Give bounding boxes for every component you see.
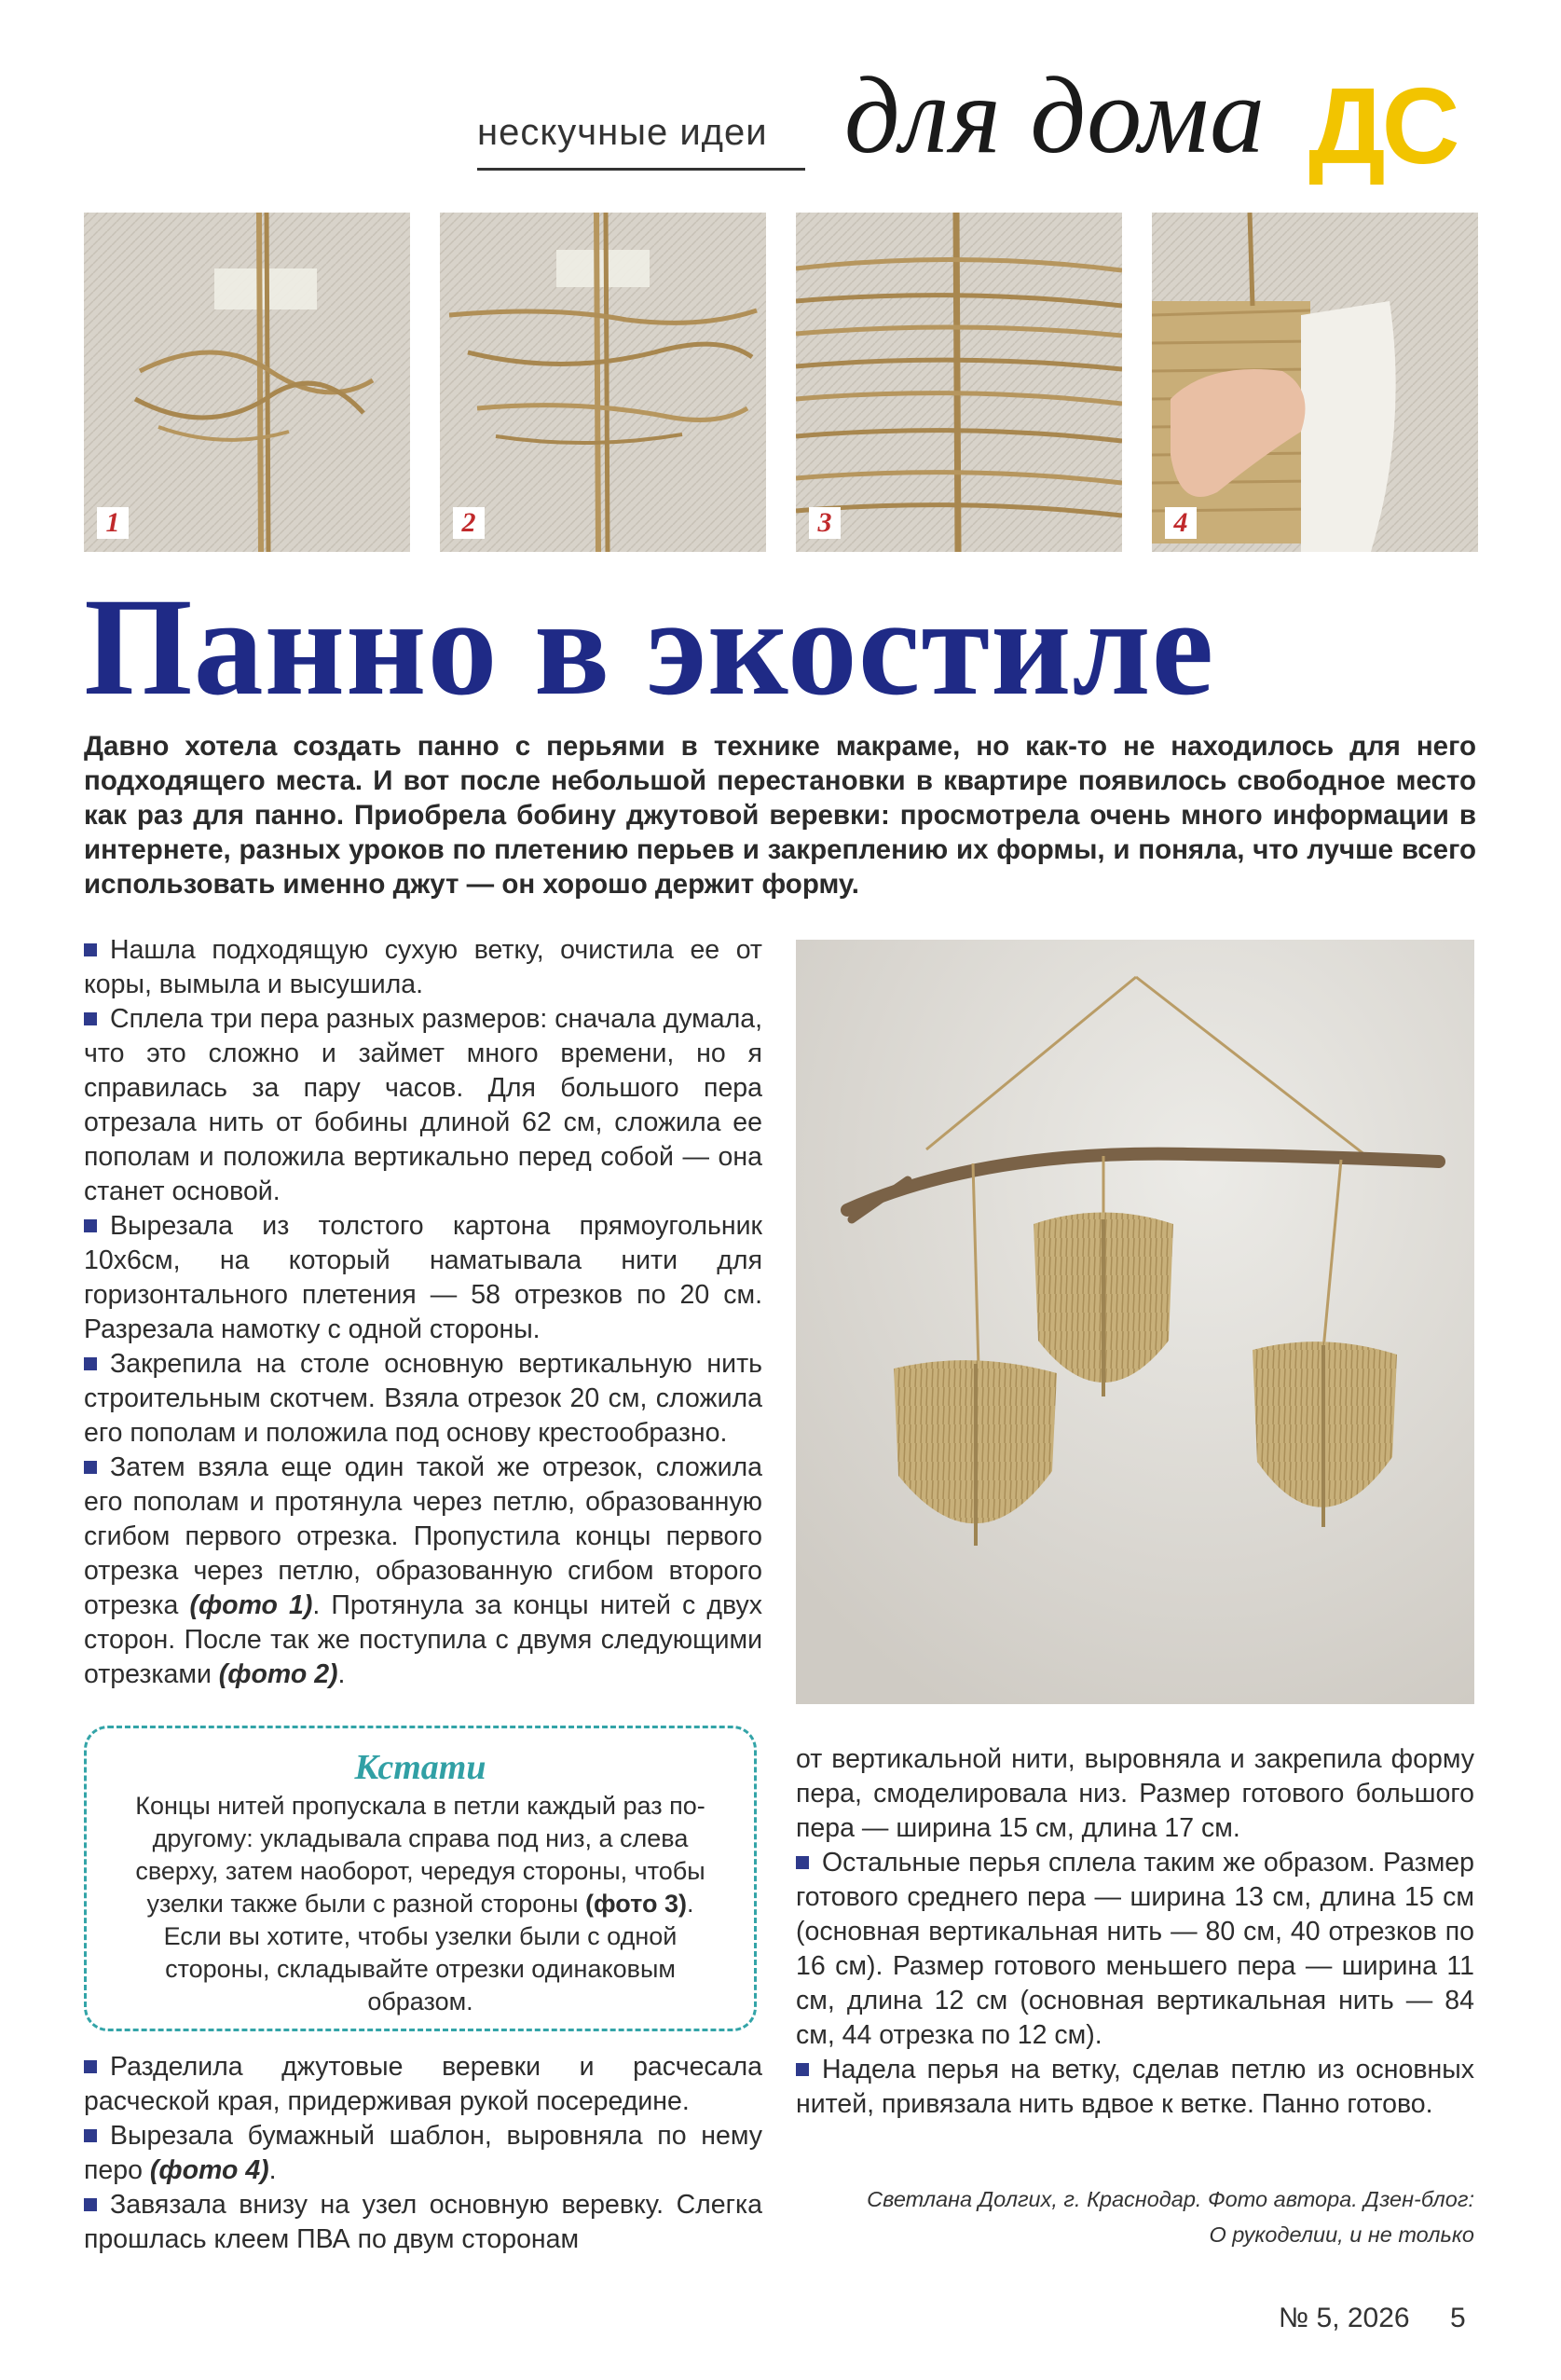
text-column-right <box>796 1742 1474 2122</box>
photo-number: 1 <box>97 507 129 539</box>
step-photo-4 <box>1152 213 1478 552</box>
photo-reference: (фото 3) <box>585 1890 687 1918</box>
step-photo-2 <box>440 213 766 552</box>
article-lead: Давно хотела создать панно с перьями в технике макраме, но как-то не находилось для него подходящего места. И вот после небольшой перестановки в квартире появилось свободное место как раз для панно. Приобрела бобину джутовой веревки: просмотрела очень много информации в интернете, разных уроков по плетению перьев и закреплению их формы, и поняла, что лучше всего использовать именно джут — он хорошо держит форму. <box>84 731 1476 900</box>
step-text: . Протянула за концы нитей с двух сторон. После так же поступила с двумя следующими отрезками <box>84 1590 762 1689</box>
section-title: для дома <box>844 54 1266 176</box>
step-text: Закрепила на столе основную вертикальную нить строительным скотчем. Взяла отрезок 20 см, сложила его пополам и положила под основу крестообразно. <box>84 1349 762 1448</box>
sidebar-box <box>84 1726 757 2031</box>
macrame-step-photo-icon <box>796 213 1122 552</box>
step-text: Затем взяла еще один такой же отрезок, сложила его пополам и протянула через петлю, образованную сгибом первого отрезка. Пропустила концы первого отрезка через петлю, образованную сгибом второго отрезка <box>84 1452 762 1620</box>
sidebar-text-part: . Если вы хотите, чтобы узелки были с одной стороны, складывайте отрезки одинаковым образом. <box>163 1890 694 2015</box>
macrame-wall-hanging-icon <box>796 940 1474 1704</box>
bullet-square-icon <box>84 1357 97 1370</box>
step-text: Вырезала из толстого картона прямоугольник 10х6см, на который наматывала нити для горизонтального плетения — 58 отрезков по 20 см. Разрезала намотку с одной стороны. <box>84 1211 762 1344</box>
step-paragraph <box>84 933 762 1002</box>
macrame-step-photo-icon <box>1152 213 1478 552</box>
step-text: Остальные перья сплела таким же образом. Размер готового среднего пера — ширина 13 см, длина 15 см (основная вертикальная нить — 80 см, 40 отрезков по 16 см). Размер готового меньшего пера — ширина 11 см, длина 12 см (основная вертикальная нить — 84 см, 44 отрезка по 12 см). <box>796 1848 1474 2050</box>
step-paragraph <box>796 1742 1474 1846</box>
magazine-logo: ДС <box>1308 65 1457 186</box>
step-text: Нашла подходящую сухую ветку, очистила ее от коры, вымыла и высушила. <box>84 935 762 999</box>
bullet-square-icon <box>796 2063 809 2076</box>
bullet-square-icon <box>84 2129 97 2142</box>
step-paragraph <box>84 1451 762 1692</box>
photo-reference: (фото 2) <box>218 1659 338 1689</box>
step-text: Вырезала бумажный шаблон, выровняла по нему перо <box>84 2121 762 2185</box>
article-title: Панно в экостиле <box>84 570 1215 724</box>
step-paragraph <box>84 1209 762 1347</box>
step-paragraph <box>796 1846 1474 2053</box>
step-text: . <box>337 1659 346 1689</box>
step-paragraph <box>84 2119 762 2188</box>
issue-number: № 5, 2026 <box>1279 2303 1410 2333</box>
bullet-square-icon <box>796 1856 809 1869</box>
sidebar-text <box>115 1790 726 2018</box>
bullet-square-icon <box>84 943 97 956</box>
step-photo-1 <box>84 213 410 552</box>
step-text: Сплела три пера разных размеров: сначала думала, что это сложно и займет много времени, но я справилась за пару часов. Для большого пера отрезала нить от бобины длиной 62 см, сложила ее пополам и положила вертикально перед собой — она станет основой. <box>84 1004 762 1206</box>
rubric-underline <box>477 168 805 171</box>
macrame-step-photo-icon <box>84 213 410 552</box>
step-photo-3 <box>796 213 1122 552</box>
photo-number: 2 <box>453 507 485 539</box>
photo-reference: (фото 4) <box>149 2155 269 2185</box>
step-paragraph <box>84 1002 762 1209</box>
step-text: от вертикальной нити, выровняла и закрепила форму пера, смоделировала низ. Размер готового большого пера — ширина 15 см, длина 17 см. <box>796 1744 1474 1843</box>
step-paragraph <box>84 2188 762 2257</box>
step-text: Завязала внизу на узел основную веревку. Слегка прошлась клеем ПВА по двум сторонам <box>84 2190 762 2254</box>
step-text: Надела перья на ветку, сделав петлю из основных нитей, привязала нить вдвое к ветке. Панно готово. <box>796 2055 1474 2119</box>
macrame-step-photo-icon <box>440 213 766 552</box>
page-number: 5 <box>1450 2303 1466 2333</box>
text-column-left-bottom <box>84 2050 762 2257</box>
photo-number: 3 <box>809 507 841 539</box>
step-paragraph <box>84 1347 762 1451</box>
rubric-label: нескучные идеи <box>477 112 768 153</box>
text-column-left-top <box>84 933 762 1692</box>
bullet-square-icon <box>84 1461 97 1474</box>
sidebar-text-part: Концы нитей пропускала в петли каждый раз по-другому: укладывала справа под низ, а слева сверху, затем наоборот, чередуя стороны, чтобы узелки также были с разной стороны <box>135 1792 705 1918</box>
bullet-square-icon <box>84 2198 97 2211</box>
step-paragraph <box>796 2053 1474 2122</box>
step-text: . <box>268 2155 277 2185</box>
finished-panel-photo <box>796 940 1474 1704</box>
signature-line: Светлана Долгих, г. Краснодар. Фото автора. Дзен-блог: <box>867 2187 1474 2211</box>
photo-number: 4 <box>1165 507 1197 539</box>
signature-line: О рукоделии, и не только <box>1209 2222 1474 2247</box>
photo-reference: (фото 1) <box>189 1590 313 1620</box>
bullet-square-icon <box>84 1219 97 1232</box>
author-signature <box>796 2181 1474 2252</box>
step-text: Разделила джутовые веревки и расчесала расческой края, придерживая рукой посередине. <box>84 2052 762 2116</box>
step-paragraph <box>84 2050 762 2119</box>
bullet-square-icon <box>84 1012 97 1025</box>
sidebar-title: Кстати <box>354 1748 486 1787</box>
bullet-square-icon <box>84 2060 97 2073</box>
